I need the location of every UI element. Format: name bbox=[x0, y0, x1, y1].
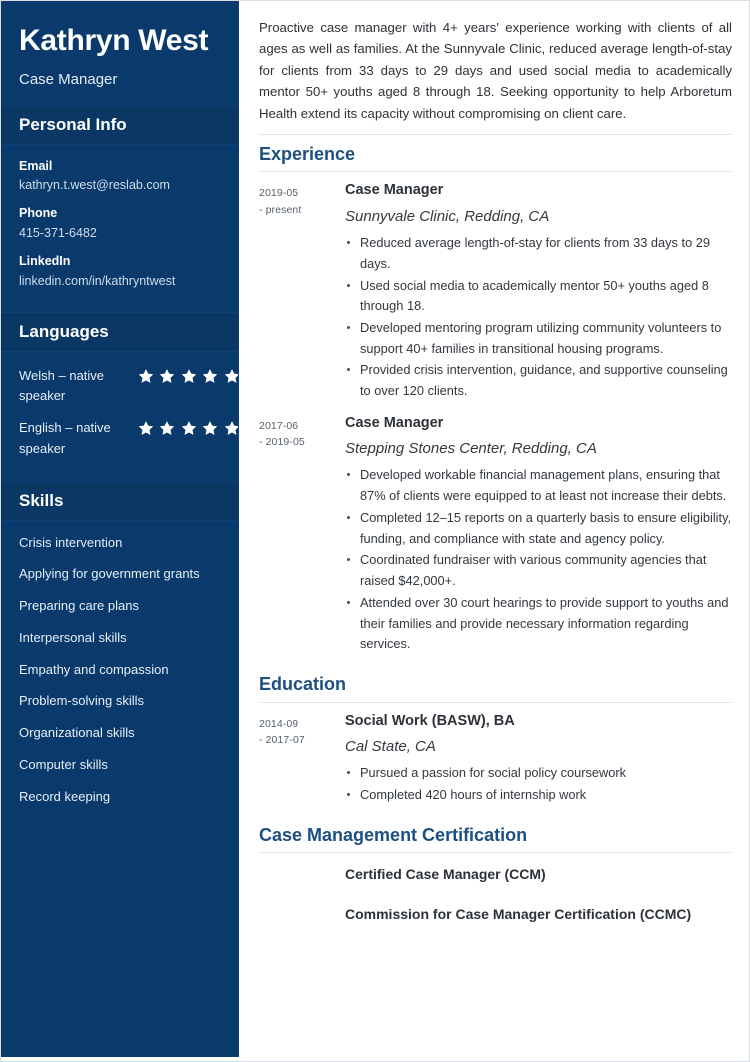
bullet-item: Reduced average length-of-stay for clients from 33 days to 29 days. bbox=[345, 233, 732, 274]
education-section bbox=[259, 674, 732, 816]
star-icon bbox=[202, 368, 218, 384]
skill-item: Problem-solving skills bbox=[19, 693, 144, 709]
entry-role: Case Manager bbox=[345, 182, 444, 199]
skills-body bbox=[1, 521, 238, 831]
professional-summary: Proactive case manager with 4+ years' experience working with clients of all ages as well as families. At the Sunnyvale Clinic, reduced average length-of-stay for clients from 33 days to 29 days and used social media to academically mentor 50+ youths aged 8 through 18. Seeking opportunity to help Arboretum Health extend its capacity without compromising on client care. bbox=[259, 20, 732, 121]
bullet-item: Attended over 30 court hearings to provide support to youths and their families and provide necessary information regarding services. bbox=[345, 593, 732, 655]
star-icon bbox=[181, 368, 197, 384]
experience-section bbox=[259, 144, 732, 665]
star-icon bbox=[224, 420, 239, 436]
star-icon bbox=[138, 368, 154, 384]
star-icon bbox=[202, 420, 218, 436]
skill-item: Record keeping bbox=[19, 788, 111, 804]
sidebar bbox=[1, 1, 239, 1057]
entry-role: Case Manager bbox=[345, 414, 444, 431]
certification-section bbox=[259, 825, 732, 924]
entry-school: Cal State, CA bbox=[345, 737, 436, 755]
contact-item-phone bbox=[19, 206, 220, 241]
certification-item: Commission for Case Manager Certification (CCMC) bbox=[345, 906, 692, 923]
star-icon bbox=[181, 420, 197, 436]
bullet-item: Provided crisis intervention, guidance, and supportive counseling to over 120 clients. bbox=[345, 360, 732, 401]
candidate-job-title: Case Manager bbox=[19, 70, 118, 88]
bullet-item: Pursued a passion for social policy coursework bbox=[345, 763, 732, 784]
contact-item-linkedin bbox=[19, 254, 220, 289]
entry-body bbox=[345, 181, 732, 411]
entry-date-end: - 2017-07 bbox=[259, 733, 305, 746]
bullet-item: Completed 420 hours of internship work bbox=[345, 785, 732, 806]
skill-item: Computer skills bbox=[19, 756, 108, 772]
personal-info-body bbox=[1, 145, 238, 313]
contact-value-phone[interactable]: 415-371-6482 bbox=[19, 226, 97, 240]
skills-heading: Skills bbox=[1, 481, 238, 521]
bullet-item: Developed workable financial management plans, ensuring that 87% of clients were equipped to at least not increase their debts. bbox=[345, 465, 732, 506]
experience-entry bbox=[259, 181, 732, 411]
skill-item: Interpersonal skills bbox=[19, 629, 127, 645]
language-row bbox=[19, 366, 220, 406]
contact-value-email[interactable]: kathryn.t.west@reslab.com bbox=[19, 178, 170, 193]
entry-bullets bbox=[345, 465, 732, 654]
entry-degree: Social Work (BASW), BA bbox=[345, 712, 515, 729]
entry-date-start: 2017-06 bbox=[259, 419, 299, 432]
certification-list bbox=[259, 865, 732, 923]
contact-label-email: Email bbox=[19, 158, 53, 173]
languages-heading: Languages bbox=[1, 312, 238, 352]
entry-date-range bbox=[259, 712, 345, 749]
certification-heading-rule bbox=[259, 852, 732, 853]
contact-label-linkedin: LinkedIn bbox=[19, 254, 71, 269]
entry-date-end: - present bbox=[259, 203, 302, 216]
star-icon bbox=[224, 368, 239, 384]
experience-heading-rule bbox=[259, 171, 732, 172]
contact-value-linkedin[interactable]: linkedin.com/in/kathryntwest bbox=[19, 273, 176, 288]
skill-item: Empathy and compassion bbox=[19, 661, 169, 677]
main-content bbox=[240, 1, 750, 1062]
contact-label-phone: Phone bbox=[19, 206, 58, 221]
entry-date-range bbox=[259, 414, 345, 451]
experience-heading: Experience bbox=[259, 143, 356, 164]
languages-body bbox=[1, 352, 238, 481]
star-icon bbox=[138, 420, 154, 436]
entry-bullets bbox=[345, 233, 732, 402]
candidate-name: Kathryn West bbox=[19, 24, 209, 57]
entry-date-end: - 2019-05 bbox=[259, 436, 305, 449]
star-icon bbox=[159, 368, 175, 384]
skill-item: Preparing care plans bbox=[19, 598, 139, 614]
entry-body bbox=[345, 712, 732, 816]
skills-list bbox=[19, 535, 220, 821]
education-entry bbox=[259, 712, 732, 816]
summary-divider bbox=[259, 134, 732, 135]
entry-date-start: 2019-05 bbox=[259, 187, 299, 200]
entry-organization: Stepping Stones Center, Redding, CA bbox=[345, 439, 597, 457]
bullet-item: Coordinated fundraiser with various community agencies that raised $42,000+. bbox=[345, 550, 732, 591]
language-name: Welsh – native speaker bbox=[19, 368, 105, 404]
skill-item: Organizational skills bbox=[19, 725, 135, 741]
contact-item-email bbox=[19, 159, 220, 194]
education-heading-rule bbox=[259, 702, 732, 703]
bullet-item: Completed 12–15 reports on a quarterly basis to ensure eligibility, funding, and compliance with state and agency policy. bbox=[345, 508, 732, 549]
education-heading: Education bbox=[259, 673, 347, 694]
skill-item: Applying for government grants bbox=[19, 566, 200, 582]
bullet-item: Used social media to academically mentor 50+ youths aged 8 through 18. bbox=[345, 276, 732, 317]
entry-date-start: 2014-09 bbox=[259, 717, 299, 730]
certification-item: Certified Case Manager (CCM) bbox=[345, 866, 546, 883]
language-name: English – native speaker bbox=[19, 420, 111, 456]
entry-body bbox=[345, 414, 732, 665]
language-rating bbox=[137, 366, 239, 385]
language-rating bbox=[137, 418, 239, 437]
entry-date-range bbox=[259, 181, 345, 218]
bullet-item: Developed mentoring program utilizing community volunteers to support 40+ families in transitional housing programs. bbox=[345, 318, 732, 359]
certification-heading: Case Management Certification bbox=[259, 824, 528, 845]
experience-entry bbox=[259, 414, 732, 665]
entry-organization: Sunnyvale Clinic, Redding, CA bbox=[345, 207, 550, 225]
personal-info-heading: Personal Info bbox=[1, 105, 238, 145]
skill-item: Crisis intervention bbox=[19, 534, 123, 550]
language-row bbox=[19, 418, 220, 458]
name-block bbox=[1, 1, 238, 105]
star-icon bbox=[159, 420, 175, 436]
entry-bullets bbox=[345, 763, 732, 805]
